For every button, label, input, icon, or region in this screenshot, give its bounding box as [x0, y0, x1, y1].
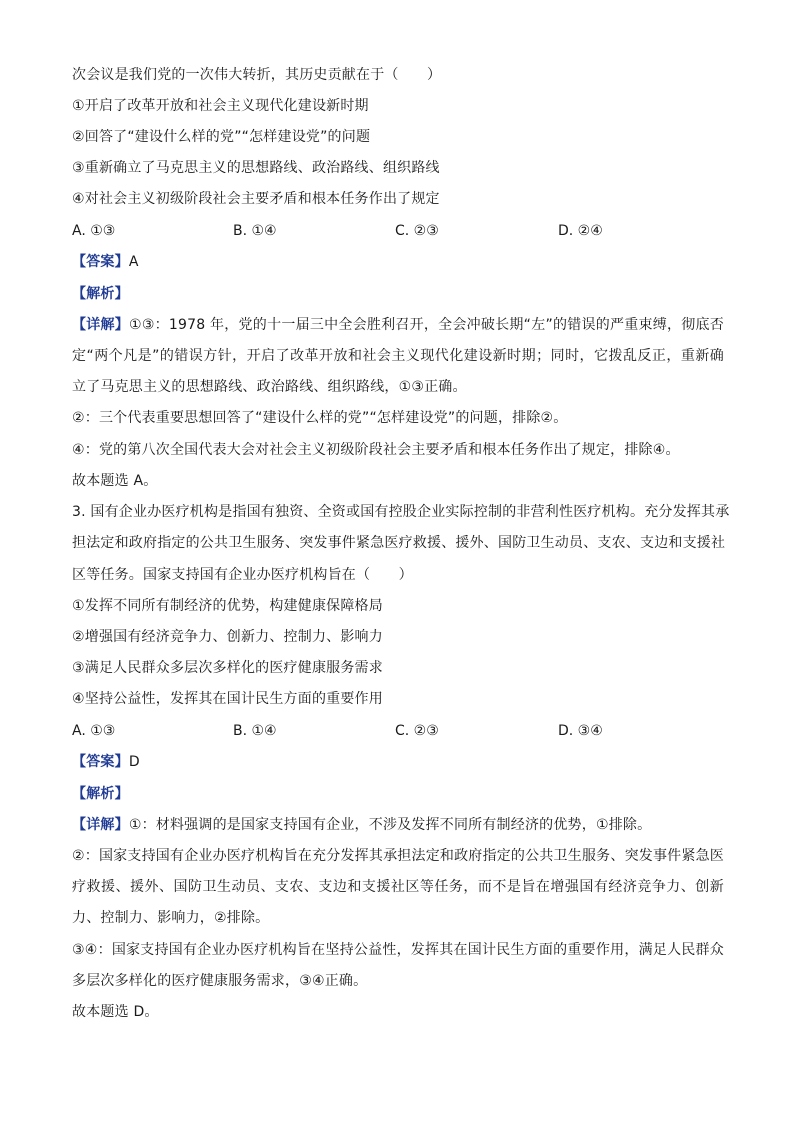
answer-options — [72, 722, 724, 740]
detail-line: ②：国家支持国有企业办医疗机构旨在充分发挥其承担法定和政府指定的公共卫生服务、突发事件紧急医 — [72, 848, 724, 864]
answer-value: D — [128, 754, 140, 770]
detail-tag: 【详解】 — [72, 317, 130, 333]
detail-tag: 【详解】 — [72, 817, 129, 833]
choice-item: ①发挥不同所有制经济的优势，构建健康保障格局 — [72, 598, 383, 614]
option-b: B. ①④ — [233, 723, 277, 739]
choice-item: ①开启了改革开放和社会主义现代化建设新时期 — [72, 98, 369, 114]
choice-item: ④对社会主义初级阶段社会主要矛盾和根本任务作出了规定 — [72, 191, 440, 207]
answer-tag: 【答案】 — [72, 254, 129, 270]
option-a: A. ①③ — [72, 223, 116, 239]
answer-line — [72, 753, 724, 771]
option-d: D. ③④ — [558, 723, 603, 739]
answer-line — [72, 253, 724, 271]
detail-line: ③④：国家支持国有企业办医疗机构旨在坚持公益性，发挥其在国计民生方面的重要作用，满足人民群众 — [72, 942, 724, 958]
detail-line: ②：三个代表重要思想回答了“建设什么样的党”“怎样建设党”的问题，排除②。 — [72, 410, 568, 426]
choice-item: ③满足人民群众多层次多样化的医疗健康服务需求 — [72, 660, 383, 676]
analysis-heading — [72, 285, 724, 303]
choice-item: ②回答了“建设什么样的党”“怎样建设党”的问题 — [72, 129, 371, 145]
option-d: D. ②④ — [558, 223, 603, 239]
choice-item: ④坚持公益性，发挥其在国计民生方面的重要作用 — [72, 691, 383, 707]
detail-line: 多层次多样化的医疗健康服务需求，③④正确。 — [72, 973, 368, 989]
answer-value: A — [128, 254, 139, 270]
choice-item: ②增强国有经济竞争力、创新力、控制力、影响力 — [72, 629, 383, 645]
conclusion-line: 故本题选 A。 — [72, 473, 158, 489]
answer-tag: 【答案】 — [72, 754, 129, 770]
question-stem: 3. 国有企业办医疗机构是指国有独资、全资或国有控股企业实际控制的非营利性医疗机构。充分发挥其承 — [72, 504, 730, 520]
detail-line: 【详解】①③：1978 年，党的十一届三中全会胜利召开，全会冲破长期“左”的错误的严重束缚，彻底否 — [72, 317, 724, 333]
question-stem: 担法定和政府指定的公共卫生服务、突发事件紧急医疗救援、援外、国防卫生动员、支农、支边和支援社 — [72, 535, 726, 551]
detail-line: 【详解】①：材料强调的是国家支持国有企业，不涉及发挥不同所有制经济的优势，①排除。 — [72, 817, 652, 833]
option-b: B. ①④ — [233, 223, 277, 239]
detail-line: 力、控制力、影响力，②排除。 — [72, 910, 270, 926]
answer-options — [72, 222, 724, 240]
detail-line: 立了马克思主义的思想路线、政治路线、组织路线，①③正确。 — [72, 379, 467, 395]
option-c: C. ②③ — [395, 223, 439, 239]
option-c: C. ②③ — [395, 723, 439, 739]
conclusion-line: 故本题选 D。 — [72, 1004, 159, 1020]
choice-item: ③重新确立了马克思主义的思想路线、政治路线、组织路线 — [72, 160, 440, 176]
analysis-tag: 【解析】 — [72, 786, 129, 802]
question-stem: 次会议是我们党的一次伟大转折，其历史贡献在于（ ） — [72, 67, 442, 83]
option-a: A. ①③ — [72, 723, 116, 739]
detail-line: ④：党的第八次全国代表大会对社会主义初级阶段社会主要矛盾和根本任务作出了规定，排除④。 — [72, 442, 680, 458]
analysis-heading — [72, 785, 724, 803]
question-stem: 区等任务。国家支持国有企业办医疗机构旨在（ ） — [72, 567, 413, 583]
analysis-tag: 【解析】 — [72, 286, 129, 302]
detail-line: 疗救援、援外、国防卫生动员、支农、支边和支援社区等任务，而不是旨在增强国有经济竞争力、创新 — [72, 879, 724, 895]
detail-line: 定“两个凡是”的错误方针，开启了改革开放和社会主义现代化建设新时期；同时，它拨乱反正，重新确 — [72, 348, 724, 364]
